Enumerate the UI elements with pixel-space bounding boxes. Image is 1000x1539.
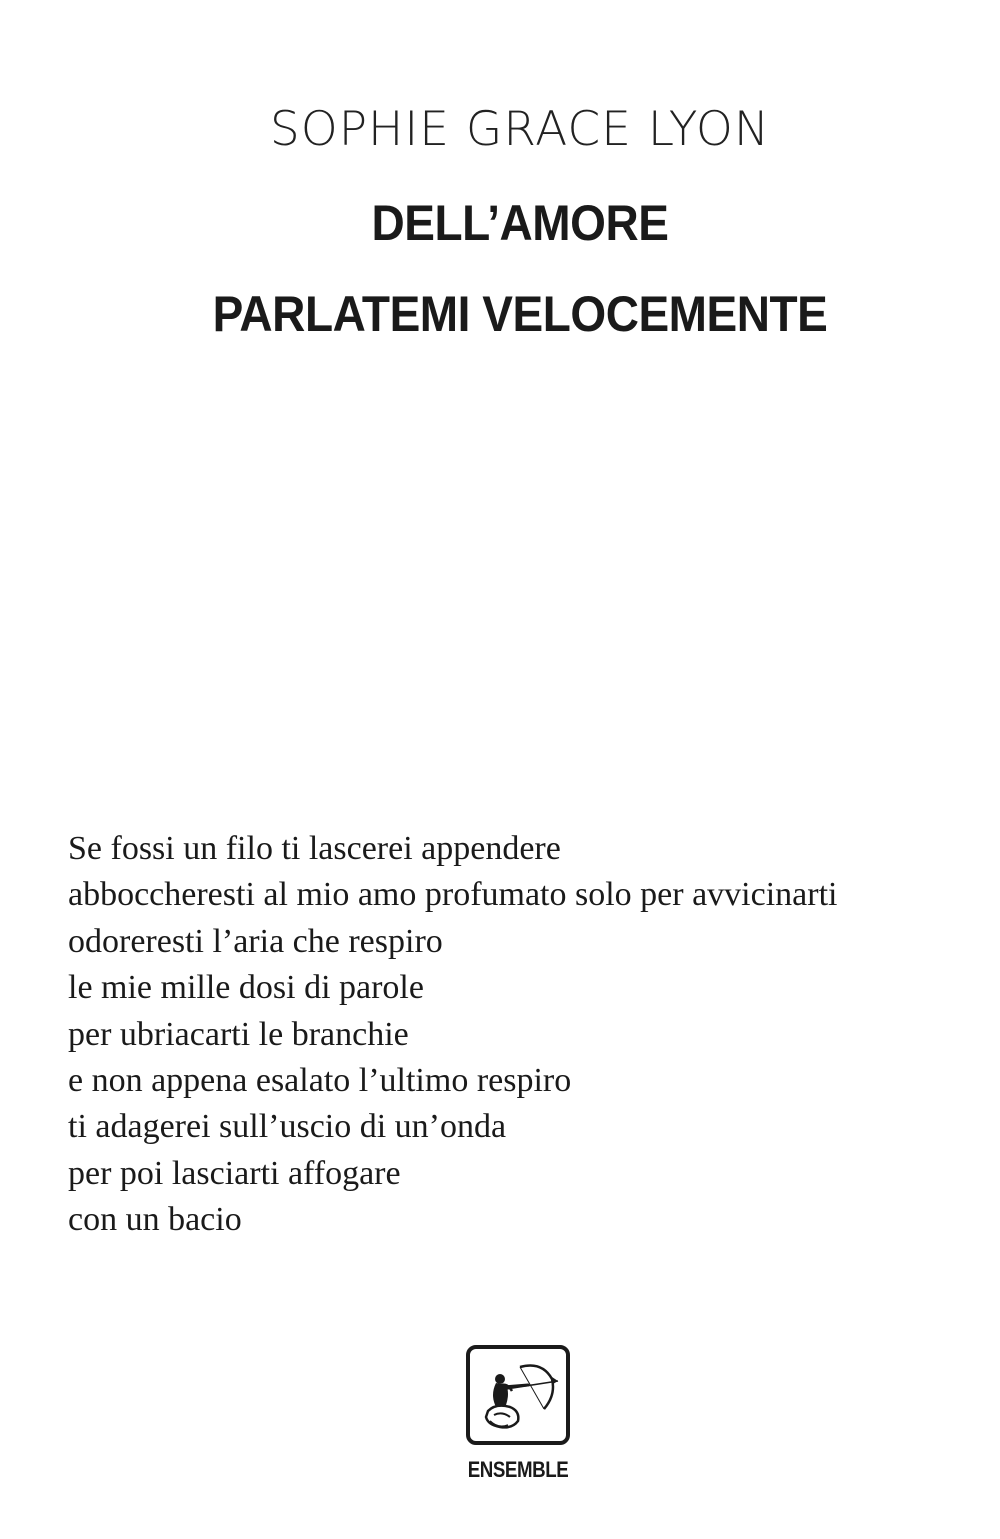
poem-line: per ubriacarti le branchie (68, 1015, 409, 1053)
logo-frame (466, 1345, 570, 1445)
book-title-line-1: DELL’AMORE (371, 195, 669, 251)
publisher-name: ENSEMBLE (467, 1457, 569, 1482)
poem-line: odoreresti l’aria che respiro (68, 922, 443, 960)
poem-line: abboccheresti al mio amo profumato solo per avvicinarti (68, 876, 838, 914)
archer-centaur-icon (476, 1355, 560, 1437)
poem-line: con un bacio (68, 1201, 242, 1239)
poem-line: e non appena esalato l’ultimo respiro (68, 1062, 572, 1100)
poem-line: le mie mille dosi di parole (68, 969, 424, 1007)
author-name: SOPHIE GRACE LYON (269, 102, 771, 157)
book-title-line-2: PARLATEMI VELOCEMENTE (212, 286, 828, 342)
poem-line: Se fossi un filo ti lascerei appendere (68, 830, 561, 867)
poem (68, 826, 968, 1244)
poem-line: per poi lasciarti affogare (68, 1154, 401, 1192)
poem-line: ti adagerei sull’uscio di un’onda (68, 1108, 507, 1146)
publisher-logo (466, 1345, 578, 1485)
